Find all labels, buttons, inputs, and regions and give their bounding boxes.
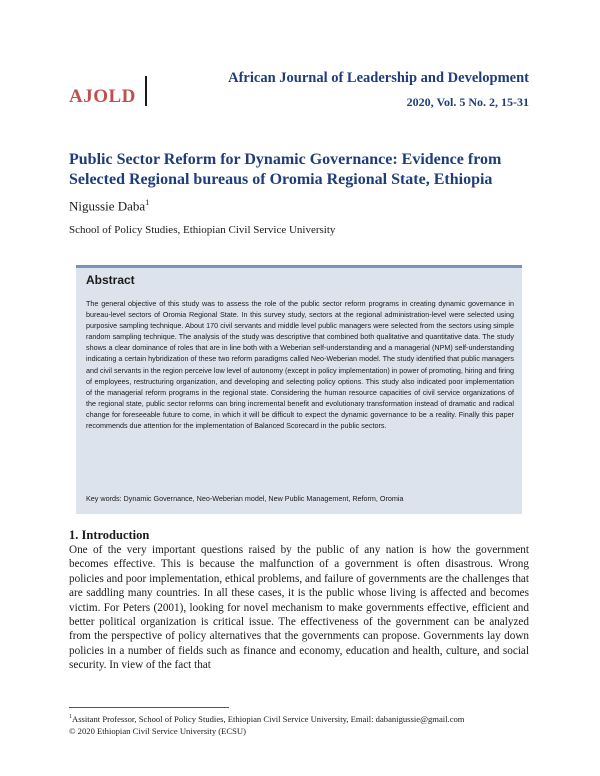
author-name-text: Nigussie Daba [69,198,146,214]
abstract-text: The general objective of this study was to assess the role of the public sector reform programs in creating dynamic governance in bureau-level sectors of Oromia Regional State. In this survey study, sectors at the regional administration-level were selected using purposive sampling technique. About 170 civil servants and middle level public managers were selected from the sectors using simple random sampling technique. The analysis of the study was descriptive that combined both qualitative and quantitative data. The study shows a clear dominance of roles that are in line both with a Weberian self-understanding and a managerial (NPM) self-understanding indicating a certain hybridization of these two reform paradigms called Neo-Weberian model. The study identified that public managers and civil servants in the region perceive low level of autonomy (except in policy implementation) in power of promoting, hiring and firing of employees, restructuring organization, and developing and selecting policy options. This study also indicated poor implementation of the managerial reform programs in the regional state. Considering the human resource capacities of civil service organizations of the regional state, public sector reforms can bring incremental benefit and evolutionary transformation instead of dramatic and radical change for foreseeable future to come, in which it will be difficult to expect the dynamic governance to be a reality. Finally this paper recommends due attention for the implementation of Balanced Scorecard in the public sectors. [86,299,514,431]
author-footnote-mark: 1 [145,198,150,207]
paper-title: Public Sector Reform for Dynamic Governance: Evidence from Selected Regional bureaus of Oromia Regional State, Ethiopia [69,151,502,188]
footnote-author-text: Assitant Professor, School of Policy Studies, Ethiopian Civil Service University, Email: dabanigussie@gmail.com [72,713,465,724]
author-name [69,198,149,214]
abstract-heading: Abstract [86,273,135,287]
logo-divider [145,76,147,106]
introduction-paragraph: One of the very important questions raised by the public of any nation is how the government becomes effective. This is because the malfunction of a government is often disastrous. Wrong policies and poor implementation, ethical problems, and failure of governments are the challenges that are saddling many countries. In all these cases, it is the public whose living is affected and becomes victim. For Peters (2001), looking for novel mechanism to make governments effective, efficient and better political organization is critical issue. The effectiveness of the government can be analyzed from the perspective of policy alternatives that the governments can propose. Governments lay down policies in a number of fields such as finance and economy, education and health, culture, and social security. In view of the fact that [69,544,529,672]
author-affiliation: School of Policy Studies, Ethiopian Civil Service University [69,224,336,236]
journal-title: African Journal of Leadership and Development [228,70,529,86]
section-heading-introduction: 1. Introduction [69,528,150,542]
footnote-author [69,711,539,725]
footnote [69,711,539,737]
journal-logo: AJOLD [69,86,136,107]
footnote-copyright: © 2020 Ethiopian Civil Service University (ECSU) [69,725,246,736]
footnote-mark: 1 [69,714,72,720]
footnote-divider [69,707,229,708]
journal-issue: 2020, Vol. 5 No. 2, 15-31 [406,95,529,109]
abstract-keywords: Key words: Dynamic Governance, Neo-Weberian model, New Public Management, Reform, Oromia [86,494,404,503]
abstract-box [76,265,522,514]
